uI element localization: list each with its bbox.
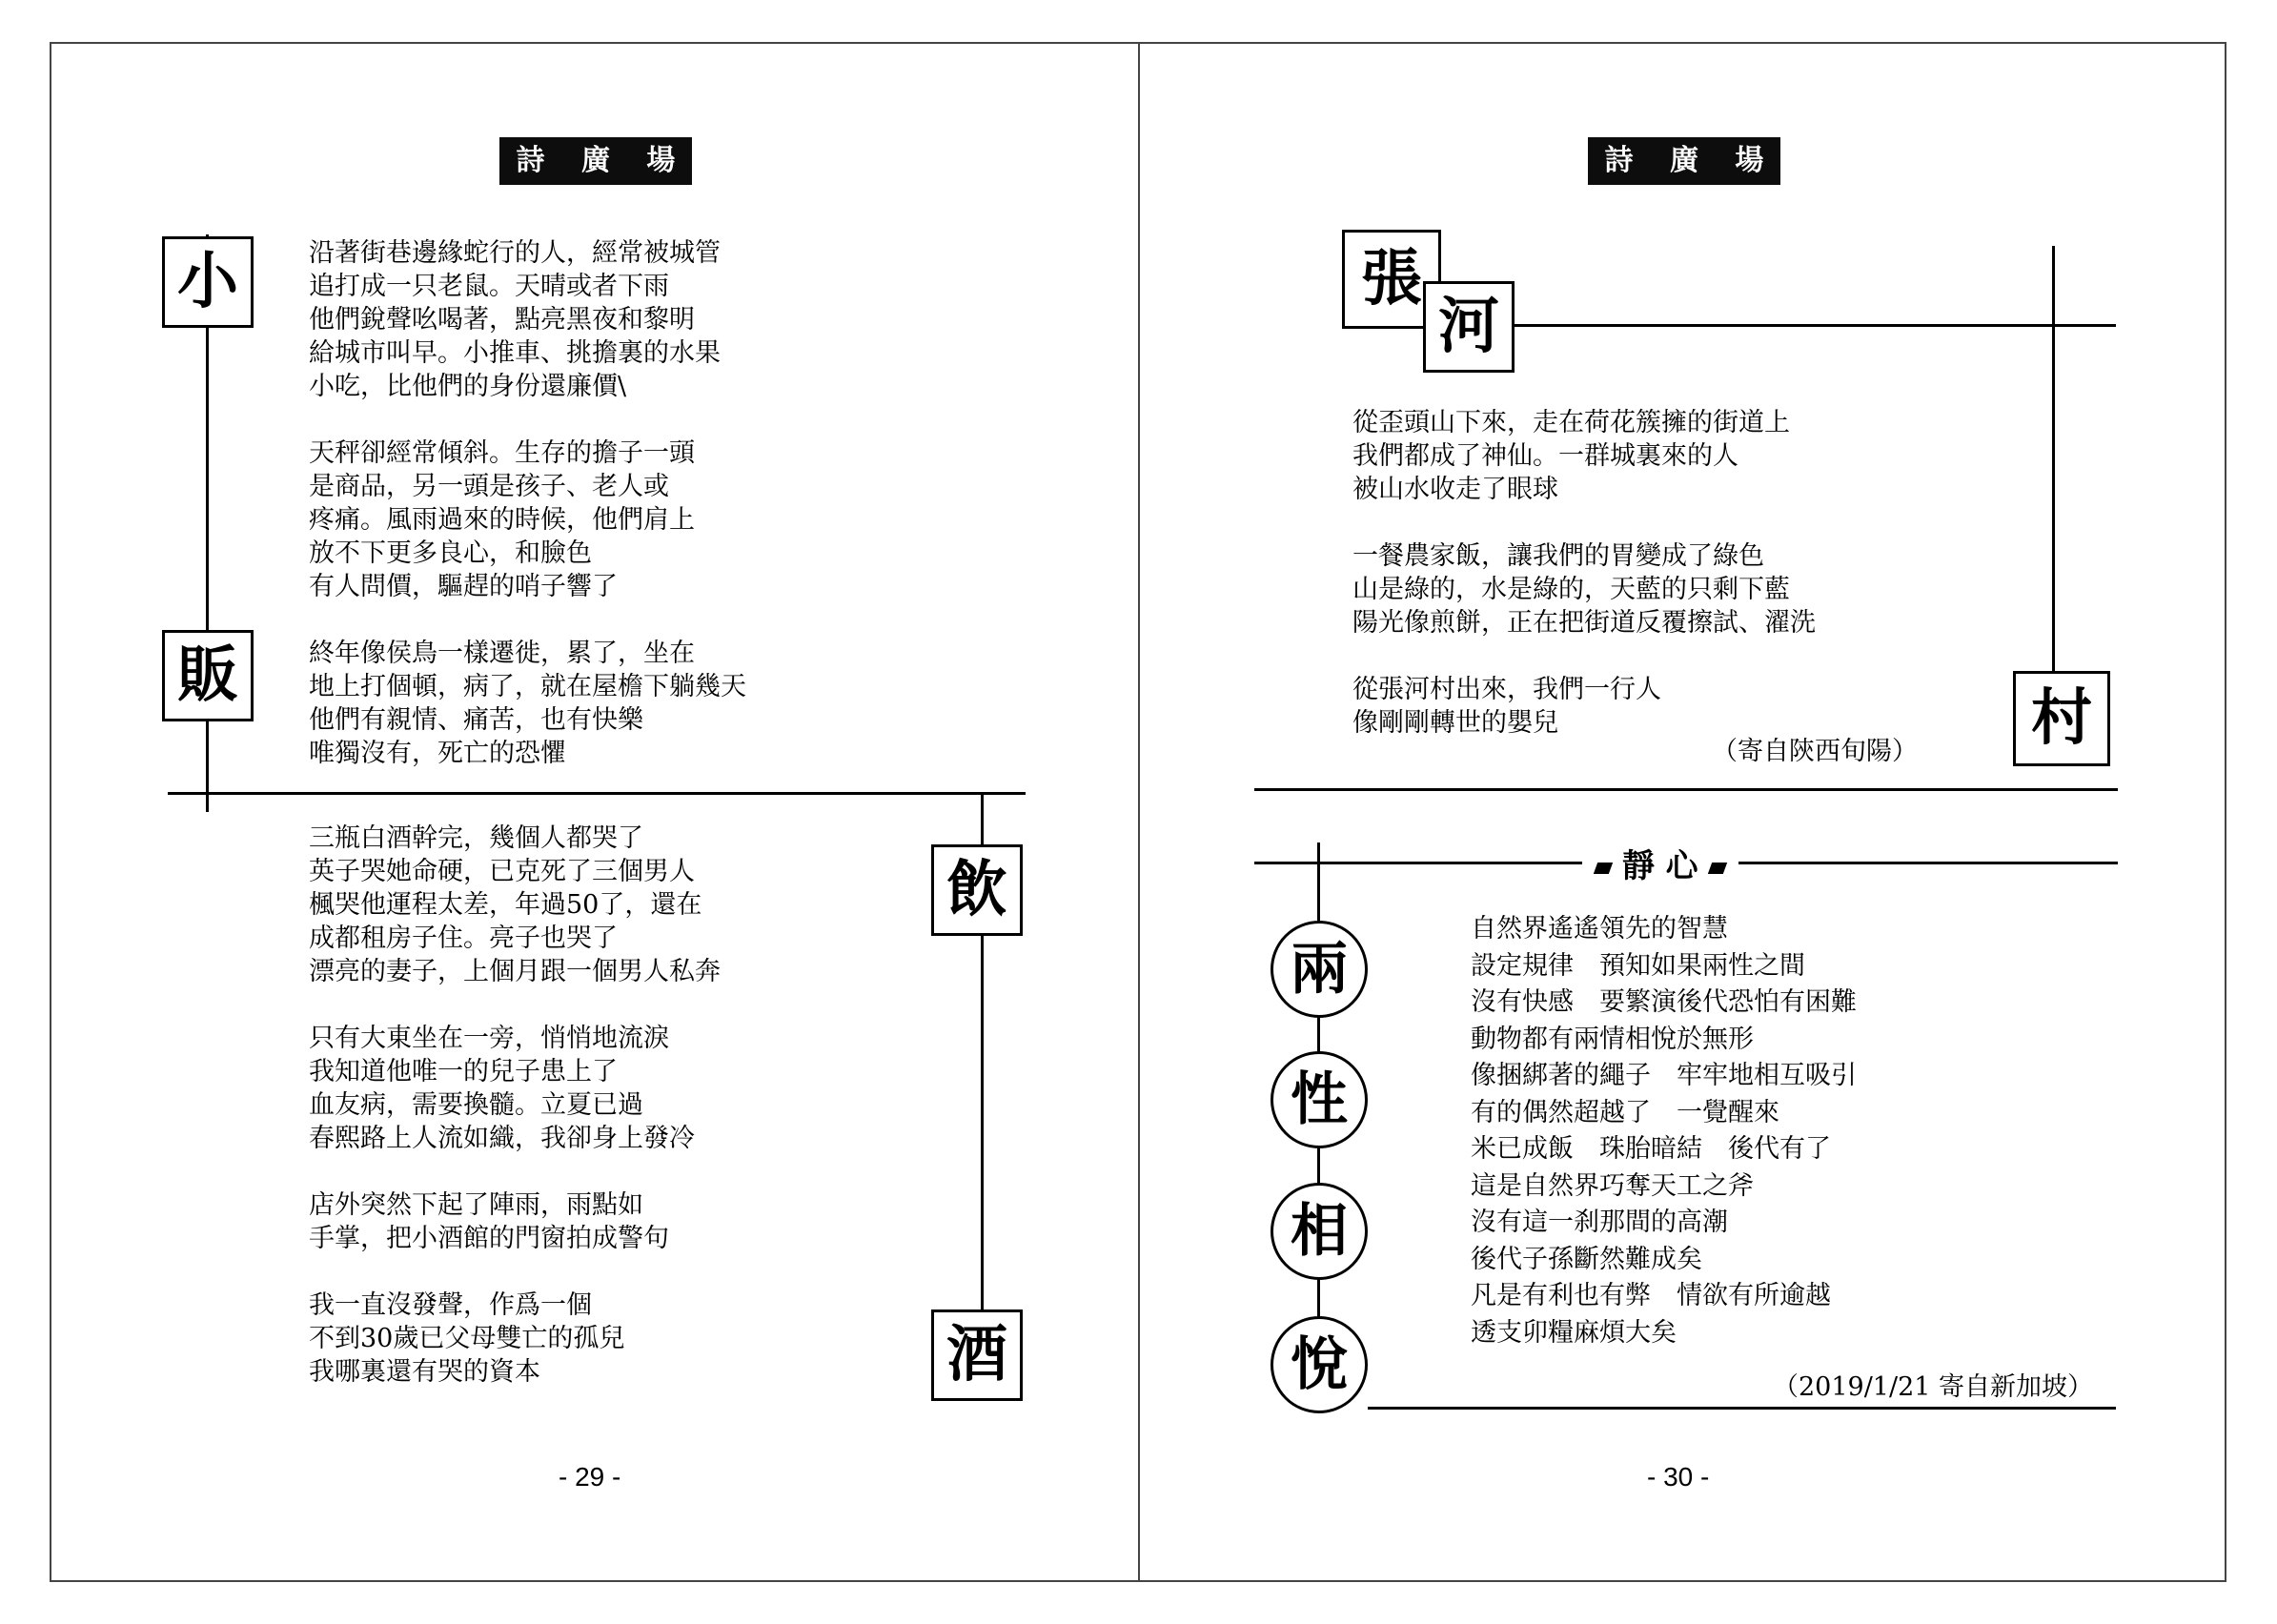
poem-line: 追打成一只老鼠。天晴或者下雨 — [309, 272, 669, 301]
poem-line: 從歪頭山下來，走在荷花簇擁的街道上 — [1352, 408, 1790, 437]
poem-line: 山是綠的，水是綠的，天藍的只剩下藍 — [1352, 575, 1790, 604]
right-poem2-bottom-rule — [1368, 1407, 2116, 1410]
left-poem1-title-char-2: 販 — [162, 630, 254, 721]
section-subtitle — [1582, 840, 1738, 886]
poem-line: 像捆綁著的繩子 牢牢地相互吸引 — [1471, 1061, 1857, 1090]
poem-line: 我哪裏還有哭的資本 — [309, 1357, 540, 1387]
right-poem2-title-char-1: 兩 — [1271, 921, 1368, 1018]
poem-line: 不到30歲已父母雙亡的孤兒 — [309, 1324, 625, 1353]
left-page-number: - 29 - — [559, 1462, 621, 1492]
square-ornament-icon — [1594, 863, 1613, 874]
poem-line: 只有大東坐在一旁，悄悄地流淚 — [309, 1024, 669, 1053]
right-page-number: - 30 - — [1647, 1462, 1710, 1492]
poem-line: 沒有這一刹那間的高潮 — [1471, 1208, 1728, 1237]
square-ornament-icon — [1707, 863, 1726, 874]
poem-line: 成都租房子住。亮子也哭了 — [309, 924, 618, 953]
poem-line: 我一直沒發聲，作爲一個 — [309, 1290, 592, 1320]
poem-line: 像剛剛轉世的嬰兒 — [1352, 708, 1558, 738]
right-poem1-note: （寄自陝西旬陽） — [1712, 737, 1918, 766]
left-poem2-title-char-2: 酒 — [931, 1309, 1023, 1401]
poem-line: 有人問價，驅趕的哨子響了 — [309, 572, 618, 601]
poem-line: 陽光像煎餅，正在把街道反覆擦試、濯洗 — [1352, 608, 1816, 638]
poem-line: 自然界遙遙領先的智慧 — [1471, 914, 1728, 944]
left-poem1-body — [309, 236, 746, 770]
right-header-banner: 詩 廣 場 — [1588, 137, 1780, 185]
right-poem2-title-char-2: 性 — [1271, 1051, 1368, 1148]
poem-line: 這是自然界巧奪天工之斧 — [1471, 1170, 1754, 1201]
right-poem2-note: （2019/1/21 寄自新加坡） — [1773, 1372, 2094, 1402]
page-gutter — [1138, 42, 1140, 1582]
poem-line: 疼痛。風雨過來的時候，他們肩上 — [309, 505, 695, 535]
poem-line: 後代子孫斷然難成矣 — [1471, 1244, 1702, 1274]
left-section-rule — [168, 792, 1026, 795]
poem-line: 被山水收走了眼球 — [1352, 475, 1558, 504]
poem-line: 漂亮的妻子，上個月跟一個男人私奔 — [309, 957, 721, 986]
right-poem1-top-rule — [1420, 324, 2116, 327]
poem-line: 凡是有利也有弊 情欲有所逾越 — [1471, 1281, 1831, 1310]
poem-line: 一餐農家飯，讓我們的胃變成了綠色 — [1352, 541, 1764, 571]
poem-line: 血友病，需要換髓。立夏已過 — [309, 1090, 643, 1120]
poem-line: 米已成飯 珠胎暗結 後代有了 — [1471, 1134, 1831, 1164]
right-poem2-title-char-4: 悅 — [1271, 1316, 1368, 1413]
right-poem1-title-char-3: 村 — [2013, 671, 2110, 766]
poem-line: 從張河村出來，我們一行人 — [1352, 675, 1661, 704]
poem-line: 設定規律 預知如果兩性之間 — [1471, 950, 1805, 981]
right-poem1-body — [1352, 406, 1816, 740]
right-poem1-title-char-2: 河 — [1423, 281, 1515, 373]
poem-line: 我知道他唯一的兒子患上了 — [309, 1057, 618, 1086]
poem-line: 店外突然下起了陣雨，雨點如 — [309, 1190, 643, 1220]
left-poem1-title-char-1: 小 — [162, 236, 254, 328]
left-poem2-title-char-1: 飲 — [931, 844, 1023, 936]
poem-line: 他們銳聲吆喝著，點亮黑夜和黎明 — [309, 305, 695, 335]
poem-line: 小吃，比他們的身份還廉價\ — [309, 372, 627, 401]
poem-line: 楓哭他運程太差，年過50了，還在 — [309, 890, 702, 920]
poem-line: 沒有快感 要繁演後代恐怕有困難 — [1471, 987, 1857, 1017]
poem-line: 終年像侯鳥一樣遷徙，累了，坐在 — [309, 639, 695, 668]
poem-line: 動物都有兩情相悅於無形 — [1471, 1024, 1754, 1054]
right-section-rule — [1254, 788, 2118, 791]
poem-line: 是商品，另一頭是孩子、老人或 — [309, 472, 669, 501]
poem-line: 沿著街巷邊緣蛇行的人，經常被城管 — [309, 238, 721, 268]
poem-line: 三瓶白酒幹完，幾個人都哭了 — [309, 823, 643, 853]
right-poem2-body — [1471, 911, 1857, 1351]
poem-line: 他們有親情、痛苦，也有快樂 — [309, 705, 643, 735]
poem-line: 放不下更多良心，和臉色 — [309, 538, 592, 568]
right-poem1-title-char-1: 張 — [1342, 230, 1441, 329]
left-poem2-body — [309, 822, 721, 1389]
poem-line: 英子哭她命硬，已克死了三個男人 — [309, 857, 695, 886]
right-poem2-title-char-3: 相 — [1271, 1183, 1368, 1280]
poem-line: 手掌，把小酒館的門窗拍成警句 — [309, 1224, 669, 1253]
left-header-banner: 詩 廣 場 — [499, 137, 692, 185]
poem-line: 天秤卻經常傾斜。生存的擔子一頭 — [309, 438, 695, 468]
poem-line: 春熙路上人流如織，我卻身上發冷 — [309, 1124, 695, 1153]
poem-line: 唯獨沒有，死亡的恐懼 — [309, 739, 566, 768]
poem-line: 地上打個頓，病了，就在屋檐下躺幾天 — [309, 672, 746, 701]
poem-line: 給城市叫早。小推車、挑擔裏的水果 — [309, 338, 721, 368]
poem-line: 有的偶然超越了 一覺醒來 — [1471, 1097, 1779, 1127]
poem-line: 透支卯糧麻煩大矣 — [1471, 1317, 1677, 1348]
poem-line: 我們都成了神仙。一群城裏來的人 — [1352, 441, 1738, 471]
right-poem1-vertical-rule — [2052, 246, 2055, 675]
section-subtitle-text: 靜 心 — [1621, 847, 1698, 885]
